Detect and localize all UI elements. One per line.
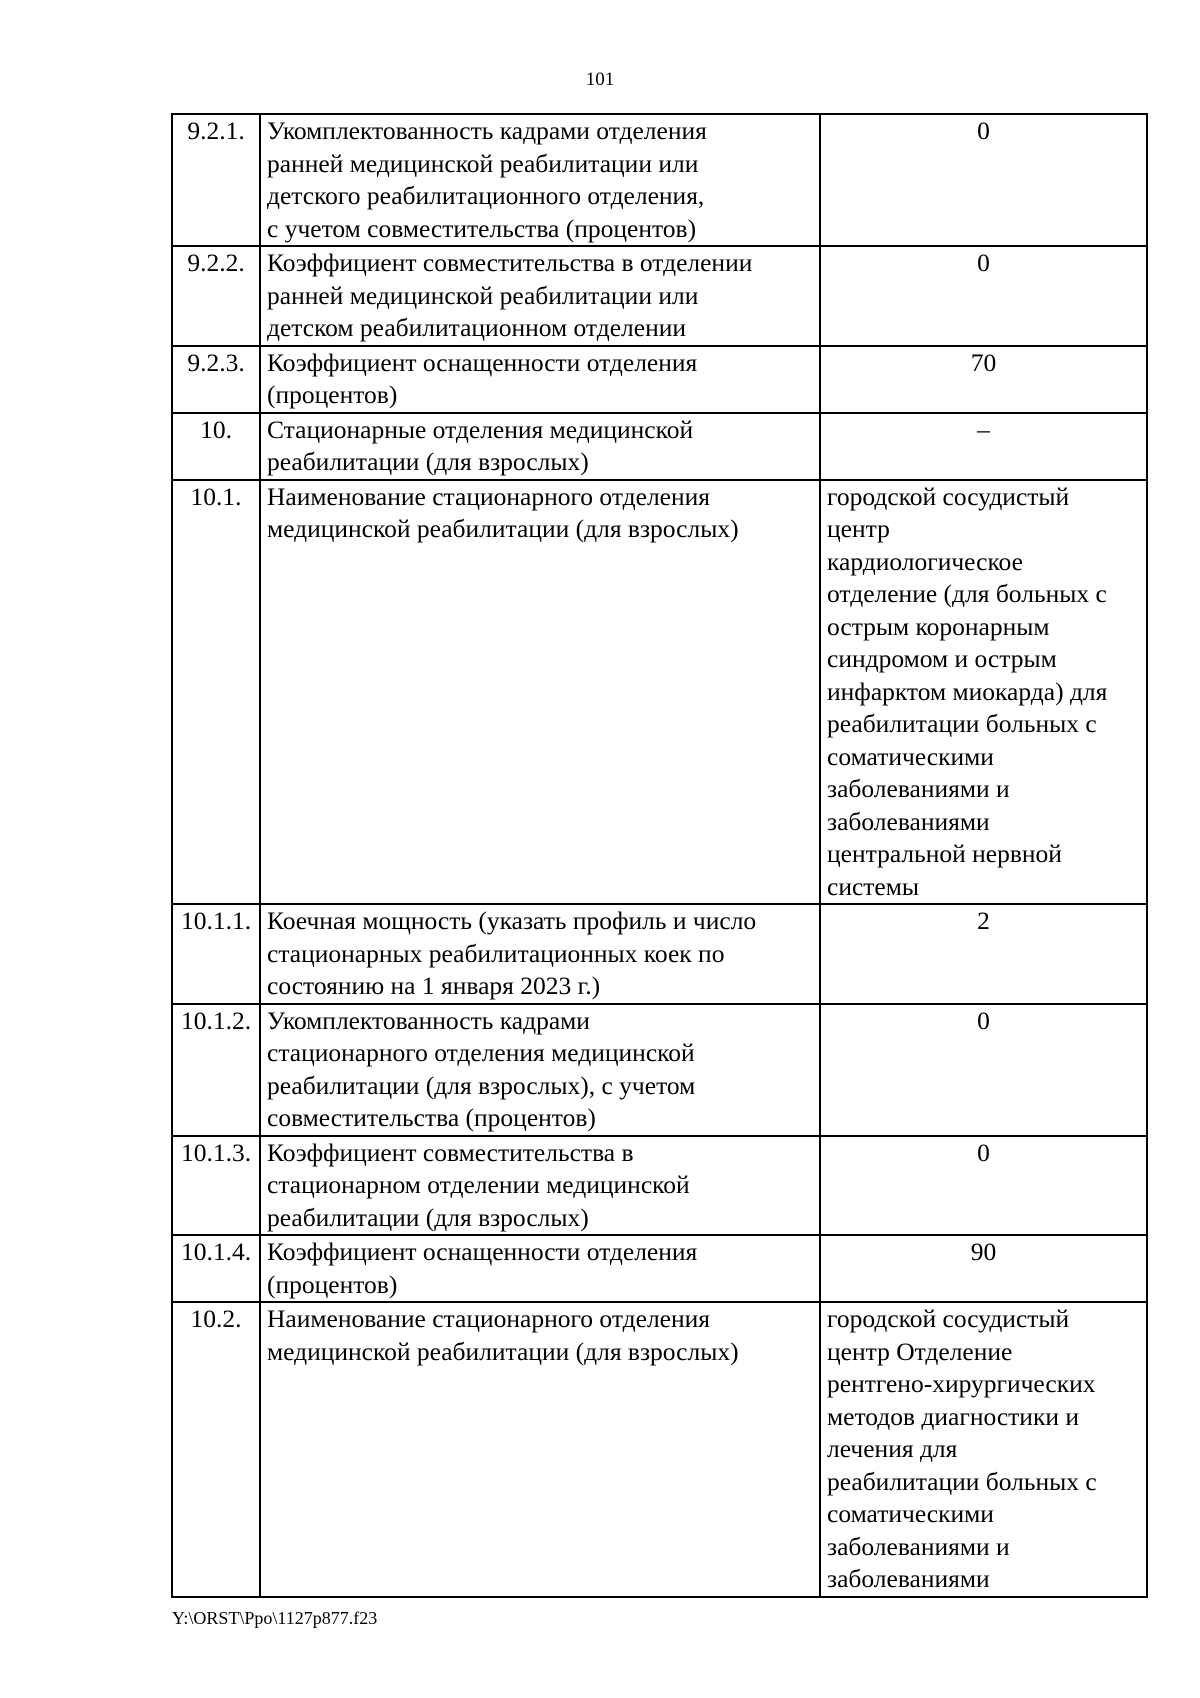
- indicator-name-cell: [260, 246, 820, 346]
- page-number: 101: [585, 69, 615, 90]
- indicator-value-cell: [820, 904, 1147, 1004]
- table-row: [172, 413, 1147, 480]
- indicator-value-line: лечения для: [827, 1434, 958, 1463]
- indicator-name-cell: [260, 413, 820, 480]
- indicator-value-line: рентгено-хирургических: [827, 1369, 1096, 1398]
- row-number-cell: 10.2.: [172, 1302, 260, 1597]
- indicator-value-line: 0: [977, 248, 990, 277]
- indicator-name-cell: [260, 480, 820, 905]
- indicator-name-line: медицинской реабилитации (для взрослых): [267, 514, 739, 543]
- indicator-value-line: центр: [827, 514, 890, 543]
- indicator-value-line: центральной нервной: [827, 839, 1062, 868]
- indicator-value-line: соматическими: [827, 741, 994, 771]
- table-row: [172, 1235, 1147, 1302]
- indicator-value-line: реабилитации больных с: [827, 1466, 1097, 1496]
- indicator-name-line: Коечная мощность (указать профиль и число: [267, 906, 757, 935]
- row-number-cell: 10.1.1.: [172, 904, 260, 1004]
- row-number-cell: 10.: [172, 413, 260, 480]
- indicator-value-cell: [820, 114, 1147, 246]
- indicator-name-cell: [260, 1136, 820, 1236]
- indicator-name-line: детском реабилитационном отделении: [267, 313, 687, 342]
- indicator-name-cell: [260, 904, 820, 1004]
- table-row: [172, 114, 1147, 246]
- table-row: [172, 904, 1147, 1004]
- indicator-value-cell: [820, 1136, 1147, 1236]
- indicator-name-line: Укомплектованность кадрами отделения: [267, 116, 707, 145]
- indicator-value-line: 70: [970, 347, 997, 377]
- indicator-value-line: центр Отделение: [827, 1336, 1013, 1366]
- indicator-value-cell: [820, 413, 1147, 480]
- indicators-table-body: [172, 114, 1147, 1597]
- indicator-value-line: –: [977, 414, 990, 444]
- indicator-name-line: стационарном отделении медицинской: [267, 1170, 690, 1199]
- table-row: [172, 1136, 1147, 1236]
- indicator-value-cell: [820, 246, 1147, 346]
- indicator-name-line: стационарного отделения медицинской: [267, 1038, 695, 1067]
- indicator-name-line: реабилитации (для взрослых): [267, 1202, 589, 1232]
- indicator-name-line: ранней медицинской реабилитации или: [267, 148, 699, 178]
- indicator-value-line: соматическими: [827, 1499, 994, 1528]
- indicator-value-cell: [820, 1004, 1147, 1136]
- indicator-name-line: состоянию на 1 января 2023 г.): [267, 971, 601, 1000]
- indicator-name-line: Коэффициент совместительства в: [267, 1137, 634, 1167]
- row-number-cell: 10.1.: [172, 480, 260, 905]
- indicators-table: [171, 113, 1148, 1598]
- indicator-value-line: 0: [977, 1005, 990, 1035]
- row-number-cell: 10.1.2.: [172, 1004, 260, 1136]
- indicator-name-line: совместительства (процентов): [267, 1103, 596, 1132]
- indicator-name-line: Наименование стационарного отделения: [267, 481, 711, 511]
- indicator-name-line: медицинской реабилитации (для взрослых): [267, 1336, 739, 1366]
- table-row: [172, 346, 1147, 413]
- indicator-value-line: заболеваниями: [827, 1564, 990, 1593]
- indicator-value-cell: [820, 480, 1147, 905]
- indicator-value-line: отделение (для больных с: [827, 579, 1107, 608]
- indicator-value-cell: [820, 1302, 1147, 1597]
- indicator-name-line: (процентов): [267, 380, 398, 409]
- indicator-name-line: Коэффициент совместительства в отделении: [267, 248, 753, 277]
- row-number-cell: 9.2.1.: [172, 114, 260, 246]
- indicator-value-line: 0: [977, 116, 990, 145]
- table-row: [172, 246, 1147, 346]
- indicator-value-cell: [820, 1235, 1147, 1302]
- indicator-value-line: заболеваниями и: [827, 1531, 1010, 1561]
- row-number-cell: 10.1.4.: [172, 1235, 260, 1302]
- indicator-name-line: реабилитации (для взрослых), с учетом: [267, 1070, 696, 1100]
- row-number-cell: 9.2.2.: [172, 246, 260, 346]
- indicator-name-line: Укомплектованность кадрами: [267, 1005, 590, 1035]
- indicator-name-cell: [260, 1235, 820, 1302]
- indicator-value-line: городской сосудистый: [827, 1304, 1070, 1333]
- indicator-value-line: острым коронарным: [827, 611, 1050, 641]
- row-number-cell: 10.1.3.: [172, 1136, 260, 1236]
- indicator-value-line: 0: [977, 1137, 990, 1167]
- indicator-value-line: 2: [977, 906, 990, 935]
- indicator-value-cell: [820, 346, 1147, 413]
- indicator-name-line: с учетом совместительства (процентов): [267, 213, 697, 243]
- footer-file-path: Y:\ORST\Ppo\1127p877.f23: [172, 1608, 378, 1628]
- indicator-value-line: 90: [970, 1237, 997, 1266]
- indicator-value-line: инфарктом миокарда) для: [827, 676, 1108, 706]
- indicator-name-cell: [260, 1004, 820, 1136]
- indicator-name-line: Коэффициент оснащенности отделения: [267, 1237, 698, 1266]
- indicator-value-line: заболеваниями: [827, 806, 990, 836]
- indicator-value-line: синдромом и острым: [827, 644, 1057, 673]
- indicator-value-line: реабилитации больных с: [827, 709, 1097, 738]
- indicator-name-line: Наименование стационарного отделения: [267, 1304, 711, 1333]
- table-row: [172, 480, 1147, 905]
- indicator-name-cell: [260, 1302, 820, 1597]
- indicator-name-line: Стационарные отделения медицинской: [267, 414, 694, 444]
- row-number-cell: 9.2.3.: [172, 346, 260, 413]
- table-row: [172, 1302, 1147, 1597]
- indicator-value-line: заболеваниями и: [827, 774, 1010, 803]
- indicator-name-line: ранней медицинской реабилитации или: [267, 280, 699, 310]
- indicator-value-line: кардиологическое: [827, 546, 1023, 576]
- indicator-name-cell: [260, 114, 820, 246]
- indicator-name-line: стационарных реабилитационных коек по: [267, 938, 725, 968]
- table-row: [172, 1004, 1147, 1136]
- indicator-name-line: реабилитации (для взрослых): [267, 447, 589, 476]
- indicator-value-line: городской сосудистый: [827, 481, 1070, 511]
- indicator-name-cell: [260, 346, 820, 413]
- indicator-name-line: (процентов): [267, 1269, 398, 1299]
- indicator-name-line: детского реабилитационного отделения,: [267, 181, 705, 210]
- indicator-value-line: методов диагностики и: [827, 1401, 1080, 1431]
- indicator-name-line: Коэффициент оснащенности отделения: [267, 347, 698, 377]
- indicator-value-line: системы: [827, 871, 920, 901]
